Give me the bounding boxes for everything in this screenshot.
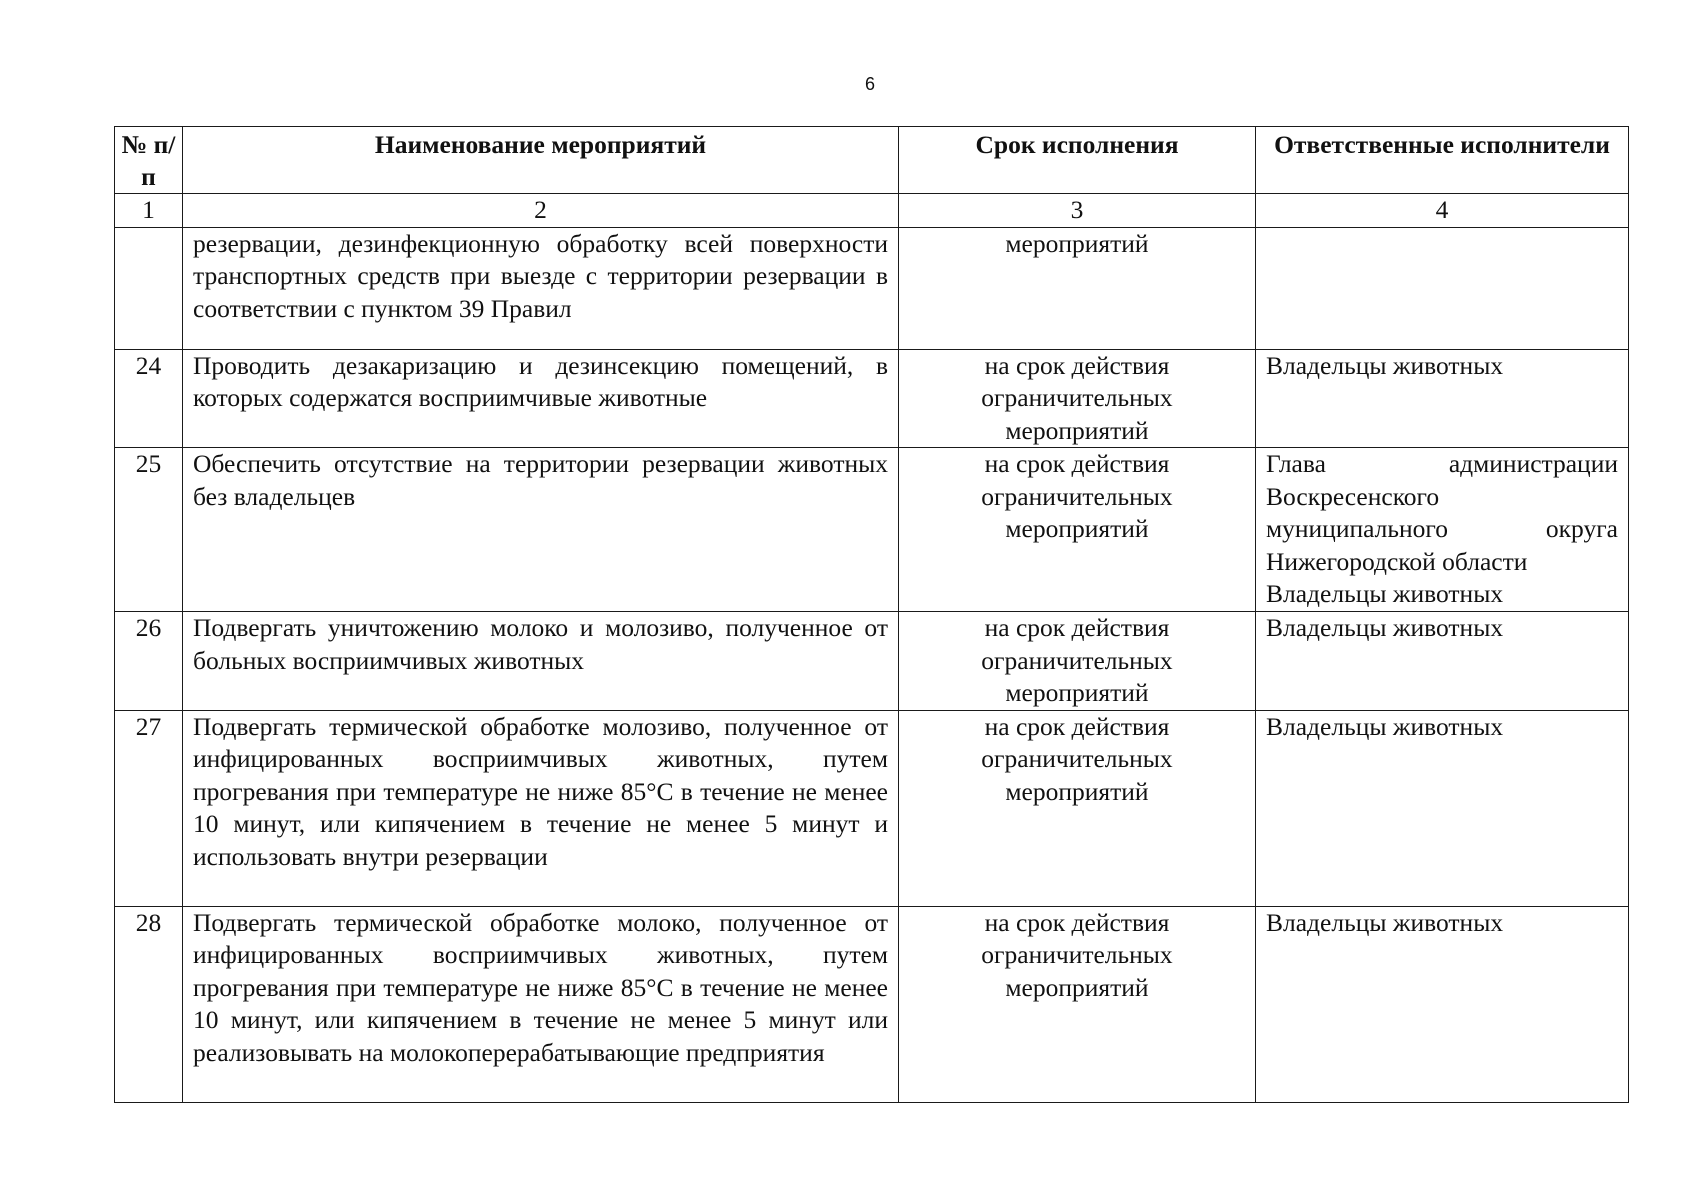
table-row <box>115 227 1629 349</box>
column-index: 3 <box>899 194 1256 228</box>
responsible-line-head-of-administration: Глава администрации Воскресенского муниципального округа Нижегородской области <box>1266 449 1618 576</box>
row-number: 26 <box>115 612 183 711</box>
table-row <box>115 612 1629 711</box>
row-number <box>115 227 183 349</box>
header-deadline: Срок исполнения <box>899 127 1256 194</box>
row-number: 25 <box>115 448 183 612</box>
deadline-text: на срок действия ограничительных мероприятий <box>899 906 1256 1102</box>
responsible-line-animal-owners: Владельцы животных <box>1266 579 1504 608</box>
deadline-text: на срок действия ограничительных мероприятий <box>899 448 1256 612</box>
responsible-text: Владельцы животных <box>1256 612 1629 711</box>
measure-text: Подвергать термической обработке молозиво, полученное от инфицированных восприимчивых животных, путем прогревания при температуре не ниже 85°С в течение не менее 10 минут, или кипячением в течение не менее 5 минут и использовать внутри резервации <box>183 710 899 906</box>
table-row <box>115 906 1629 1102</box>
header-measure-name: Наименование мероприятий <box>183 127 899 194</box>
deadline-text: мероприятий <box>899 227 1256 349</box>
measure-text: резервации, дезинфекционную обработку всей поверхности транспортных средств при выезде с территории резервации в соответствии с пунктом 39 Правил <box>183 227 899 349</box>
table-row <box>115 349 1629 448</box>
responsible-text: Владельцы животных <box>1256 710 1629 906</box>
table-row <box>115 448 1629 612</box>
column-index: 2 <box>183 194 899 228</box>
measure-text: Подвергать уничтожению молоко и молозиво, полученное от больных восприимчивых животных <box>183 612 899 711</box>
measure-text: Подвергать термической обработке молоко, полученное от инфицированных восприимчивых животных, путем прогревания при температуре не ниже 85°С в течение не менее 10 минут, или кипячением в течение не менее 5 минут или реализовывать на молокоперерабатывающие предприятия <box>183 906 899 1102</box>
table-header-row <box>115 127 1629 194</box>
row-number: 27 <box>115 710 183 906</box>
table-row <box>115 710 1629 906</box>
header-responsible: Ответственные исполнители <box>1256 127 1629 194</box>
header-number: № п/п <box>115 127 183 194</box>
deadline-text: на срок действия ограничительных мероприятий <box>899 349 1256 448</box>
responsible-text: Владельцы животных <box>1256 906 1629 1102</box>
responsible-text <box>1256 227 1629 349</box>
deadline-text: на срок действия ограничительных мероприятий <box>899 612 1256 711</box>
measure-text: Проводить дезакаризацию и дезинсекцию помещений, в которых содержатся восприимчивые животные <box>183 349 899 448</box>
row-number: 28 <box>115 906 183 1102</box>
page-number: 6 <box>864 74 875 94</box>
row-number: 24 <box>115 349 183 448</box>
deadline-text: на срок действия ограничительных мероприятий <box>899 710 1256 906</box>
column-index: 4 <box>1256 194 1629 228</box>
responsible-text: Владельцы животных <box>1256 349 1629 448</box>
responsible-text <box>1256 448 1629 612</box>
measure-text: Обеспечить отсутствие на территории резервации животных без владельцев <box>183 448 899 612</box>
measures-table <box>114 126 1629 1103</box>
column-index: 1 <box>115 194 183 228</box>
column-index-row <box>115 194 1629 228</box>
